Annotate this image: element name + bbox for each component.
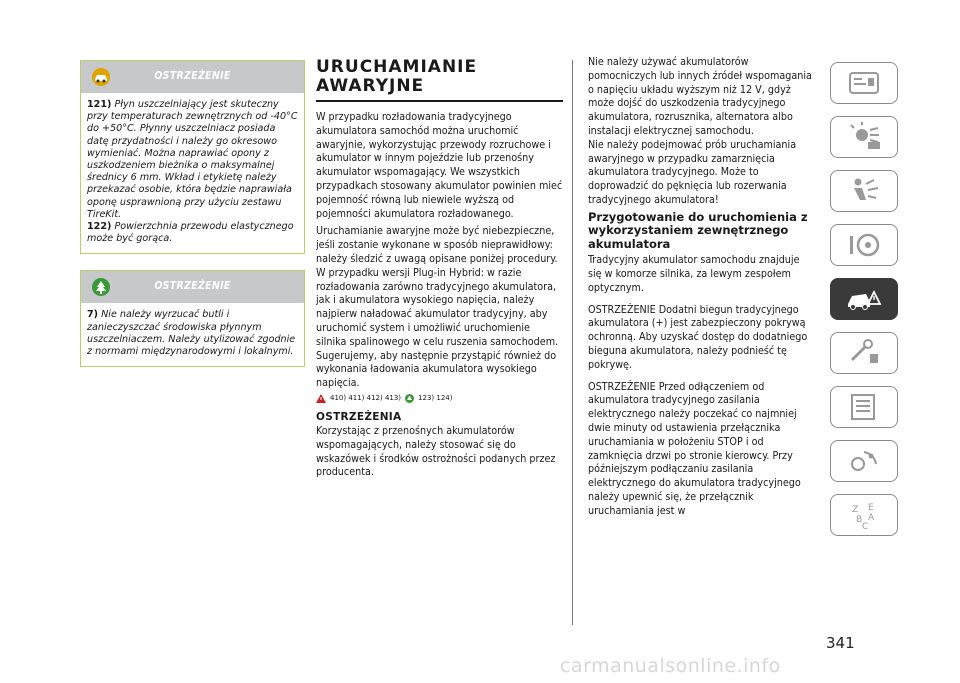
warning-header-1 [81,61,304,93]
section-title: URUCHAMIANIE AWARYJNE [316,58,563,102]
paragraph: W przypadku wersji Plug-in Hybrid: w razie rozładowania zarówno tradycyjnego akumulatora, jak i akumulatora wysokiego napięcia, należy najpierw naładować akumulator tradycyjny, aby uruchomić system i umożliwić uruchomienie silnika spalinowego w celu ruszenia samochodem. Sugerujemy, aby następnie przystąpić również do wykonania ładowania akumulatora wysokiego napięcia. [316,265,559,390]
environment-refs: 123) 124) [418,394,453,403]
specs-icon [844,392,884,422]
warnings-column [80,60,305,367]
seat-safety-icon [844,176,884,206]
warning-triangle-icon [316,394,326,403]
watermark: carmanualsonline.info [560,655,781,677]
lights-icon [844,122,884,152]
chapter-tabs [830,62,896,548]
svg-text:C: C [862,522,869,530]
warning-title-1: OSTRZEŻENIE [154,70,231,82]
svg-text:A: A [868,513,875,523]
environment-leaf-icon [405,394,414,403]
warning-item: 7) Nie należy wyrzucać butli i zanieczyszczać środowiska płynnym uszczelniaczem. Należy utylizować zgodnie z normami międzynarodowymi i lokalnymi. [87,309,296,358]
warnings-label: OSTRZEŻENIA [316,410,402,423]
emergency-car-icon [844,284,884,314]
tab-multimedia[interactable] [830,440,898,482]
subsection-title: Przygotowanie do uruchomienia z wykorzystaniem zewnętrznego akumulatora [588,209,808,251]
svg-text:E: E [868,503,874,513]
tab-emergency[interactable] [830,278,898,320]
references [316,394,563,403]
warning-title-2: OSTRZEŻENIE [154,280,231,293]
column-divider [572,60,573,625]
multimedia-icon [844,446,884,476]
warning-header-2 [81,271,304,303]
tab-dashboard[interactable] [830,62,898,104]
warning-item: 121) Płyn uszczelniający jest skuteczny przy temperaturach zewnętrznych od -40°C do +50°C. Płynny uszczelniacz posiada datę przydatności i należy go okresowo wymieniać. Można naprawiać opony z uszkodzeniem bieżnika o maksymalnej średnicy 6 mm. Wkład i etykietę należy przekazać osobie, która będzie naprawiała oponę usprawnioną przy użyciu zestawu TireKit. [87,99,298,220]
steering-wheel-icon [844,230,884,260]
dashboard-icon [844,68,884,98]
paragraph: OSTRZEŻENIE Przed odłączeniem od akumulatora tradycyjnego zasilania elektrycznego należy poczekać co najmniej dwie minuty od ustawienia przełącznika uruchamiania w położeniu STOP i od zamknięcia drzwi po stronie kierowcy. Przy późniejszym podłączaniu zasilania elektrycznego do akumulatora tradycyjnego należy upewnić się, że przełącznik uruchamiania jest w [588,379,801,517]
paragraph: Korzystając z przenośnych akumulatorów wspomagających, należy stosować się do wskazówek i środków ostrożności podanych przez producenta. [316,423,556,479]
tab-specs[interactable] [830,386,898,428]
tab-lights[interactable] [830,116,898,158]
tab-maintenance[interactable] [830,332,898,374]
tab-driving[interactable] [830,224,898,266]
tab-index[interactable] [830,494,898,536]
index-icon [844,500,884,530]
svg-text:B: B [856,515,863,525]
paragraph: W przypadku rozładowania tradycyjnego akumulatora samochód można uruchomić awaryjnie, wykorzystując przewody rozruchowe i akumulator w innym pojeździe lub przenośny akumulator wspomagający. We wszystkich przypadkach stosowany akumulator powinien mieć pojemność równą lub niewiele wyższą od pojemności akumulatora rozładowanego. [316,110,563,220]
paragraph: Tradycyjny akumulator samochodu znajduje się w komorze silnika, za lewym zespołem optycznym. [588,253,800,294]
right-column [588,55,816,522]
svg-text:Z: Z [852,505,859,515]
warning-body-1 [81,93,304,253]
main-column [316,58,563,483]
maintenance-icon [844,338,884,368]
tab-safety[interactable] [830,170,898,212]
paragraph: Uruchamianie awaryjne może być niebezpieczne, jeśli zostanie wykonane w sposób nieprawidłowy: należy śledzić z uwagą opisane poniżej procedury. [316,224,558,265]
warning-body-2 [81,303,304,366]
warning-item: 122) Powierzchnia przewodu elastycznego może być gorąca. [87,221,294,245]
warning-refs: 410) 411) 412) 413) [330,394,402,403]
paragraph: OSTRZEŻENIE Dodatni biegun tradycyjnego akumulatora (+) jest zabezpieczony pokrywą ochronną. Aby uzyskać dostęp do dodatniego bieguna akumulatora, należy podnieść tę pokrywę. [588,302,808,371]
paragraph: Nie należy podejmować prób uruchamiania awaryjnego w przypadku zamarznięcia akumulatora tradycyjnego. Może to doprowadzić do pęknięcia lub rozerwania tradycyjnego akumulatora! [588,137,797,206]
warning-box-2 [80,270,305,367]
warning-box-1 [80,60,305,254]
paragraph: Nie należy używać akumulatorów pomocniczych lub innych źródeł wspomagania o napięciu układu wyższym niż 12 V, gdyż może dojść do uszkodzenia tradycyjnego akumulatora, rozrusznika, alternatora albo instalacji elektrycznej samochodu. [588,55,812,137]
page-number: 341 [826,634,855,652]
